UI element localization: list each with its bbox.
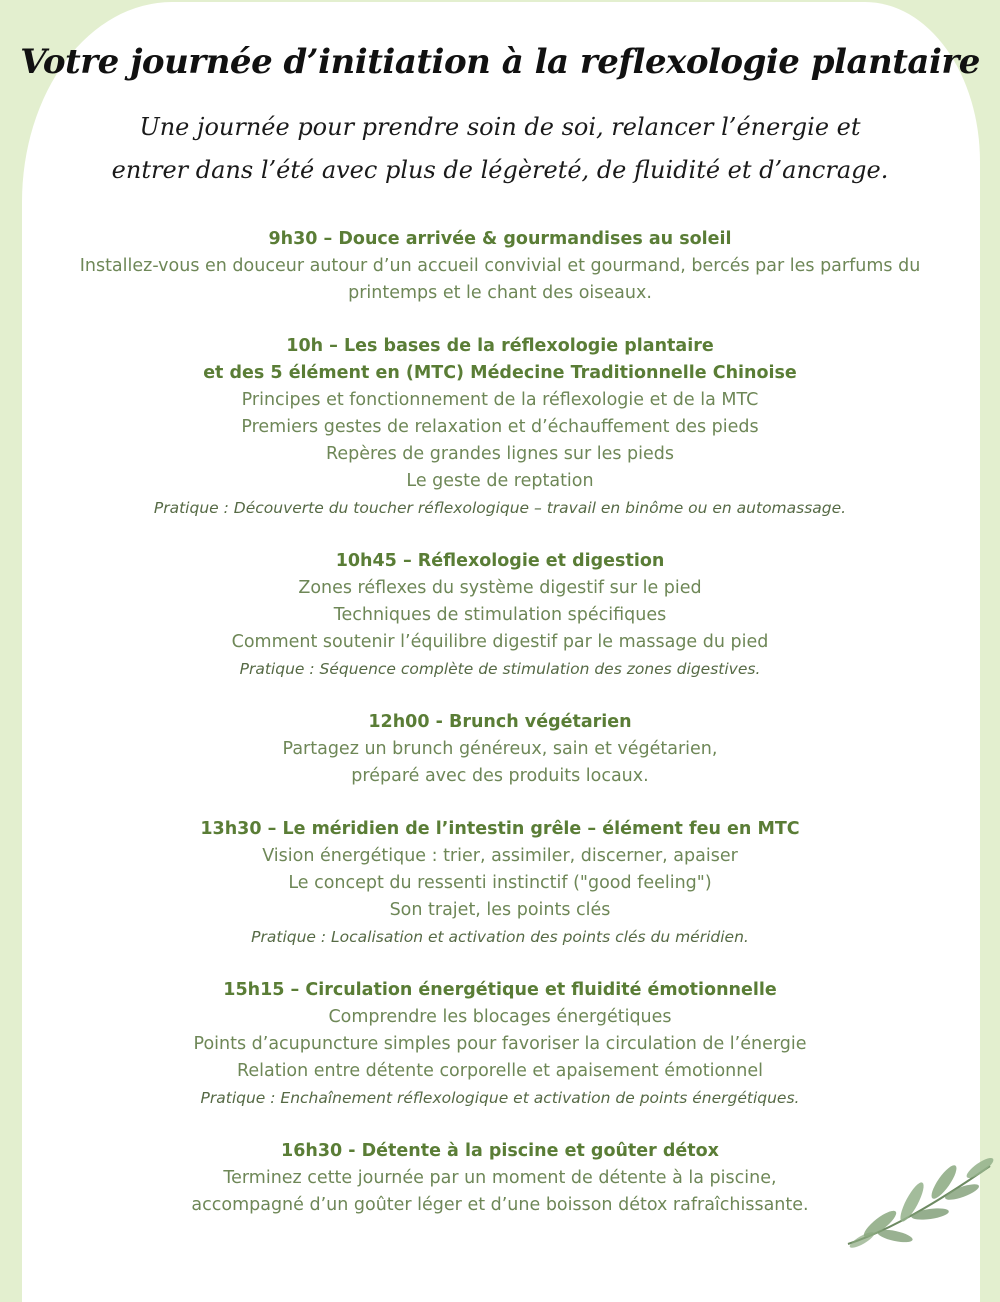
session-line: Premiers gestes de relaxation et d’échauffement des pieds <box>241 417 759 437</box>
schedule-session <box>40 709 960 790</box>
session-title <box>40 1138 960 1165</box>
session-line: printemps et le chant des oiseaux. <box>348 283 652 303</box>
page-subtitle <box>0 106 1000 192</box>
session-title-line: 9h30 – Douce arrivée & gourmandises au soleil <box>268 229 732 249</box>
session-title <box>40 548 960 575</box>
session-title <box>40 977 960 1004</box>
session-line: Comprendre les blocages énergétiques <box>328 1007 672 1027</box>
session-line: Techniques de stimulation spécifiques <box>333 605 667 625</box>
page-title: Votre journée d’initiation à la reflexologie plantaire <box>20 42 980 82</box>
schedule-session <box>40 977 960 1112</box>
olive-branch-icon <box>840 1152 1000 1250</box>
session-title-line: 16h30 - Détente à la piscine et goûter détox <box>281 1141 719 1161</box>
session-line: Zones réflexes du système digestif sur le pied <box>298 578 702 598</box>
session-title <box>40 333 960 387</box>
session-title-line: 12h00 - Brunch végétarien <box>368 712 632 732</box>
session-line: Principes et fonctionnement de la réflexologie et de la MTC <box>241 390 759 410</box>
session-practice: Pratique : Séquence complète de stimulation des zones digestives. <box>239 660 761 678</box>
session-title-line: 15h15 – Circulation énergétique et fluidité émotionnelle <box>223 980 777 1000</box>
subtitle-line: entrer dans l’été avec plus de légèreté, de fluidité et d’ancrage. <box>111 156 889 184</box>
schedule-session <box>40 1138 960 1219</box>
schedule-session <box>40 226 960 307</box>
session-practice: Pratique : Enchaînement réflexologique et activation de points énergétiques. <box>200 1089 800 1107</box>
session-line: Terminez cette journée par un moment de détente à la piscine, <box>223 1168 777 1188</box>
session-title <box>40 709 960 736</box>
schedule-list <box>40 226 960 1245</box>
subtitle-line: Une journée pour prendre soin de soi, relancer l’énergie et <box>139 113 861 141</box>
session-practice: Pratique : Localisation et activation des points clés du méridien. <box>251 928 749 946</box>
schedule-session <box>40 548 960 683</box>
session-line: accompagné d’un goûter léger et d’une boisson détox rafraîchissante. <box>191 1195 809 1215</box>
session-title-line: 13h30 – Le méridien de l’intestin grêle – élément feu en MTC <box>200 819 800 839</box>
session-title <box>40 226 960 253</box>
session-line: Installez-vous en douceur autour d’un accueil convivial et gourmand, bercés par les parfums du <box>79 256 921 276</box>
session-line: Comment soutenir l’équilibre digestif par le massage du pied <box>231 632 769 652</box>
session-line: Partagez un brunch généreux, sain et végétarien, <box>282 739 718 759</box>
session-line: Repères de grandes lignes sur les pieds <box>326 444 674 464</box>
session-line: Vision énergétique : trier, assimiler, discerner, apaiser <box>262 846 738 866</box>
session-practice: Pratique : Découverte du toucher réflexologique – travail en binôme ou en automassage. <box>153 499 847 517</box>
session-line: Relation entre détente corporelle et apaisement émotionnel <box>236 1061 763 1081</box>
schedule-session <box>40 816 960 951</box>
session-title-line: 10h45 – Réflexologie et digestion <box>335 551 665 571</box>
schedule-session <box>40 333 960 522</box>
session-title-line: 10h – Les bases de la réflexologie plantaire <box>286 336 714 356</box>
session-line: Le concept du ressenti instinctif ("good feeling") <box>288 873 712 893</box>
session-title <box>40 816 960 843</box>
session-line: Son trajet, les points clés <box>389 900 611 920</box>
session-title-line: et des 5 élément en (MTC) Médecine Traditionnelle Chinoise <box>203 363 797 383</box>
session-line: préparé avec des produits locaux. <box>351 766 649 786</box>
session-line: Points d’acupuncture simples pour favoriser la circulation de l’énergie <box>193 1034 807 1054</box>
session-line: Le geste de reptation <box>406 471 594 491</box>
